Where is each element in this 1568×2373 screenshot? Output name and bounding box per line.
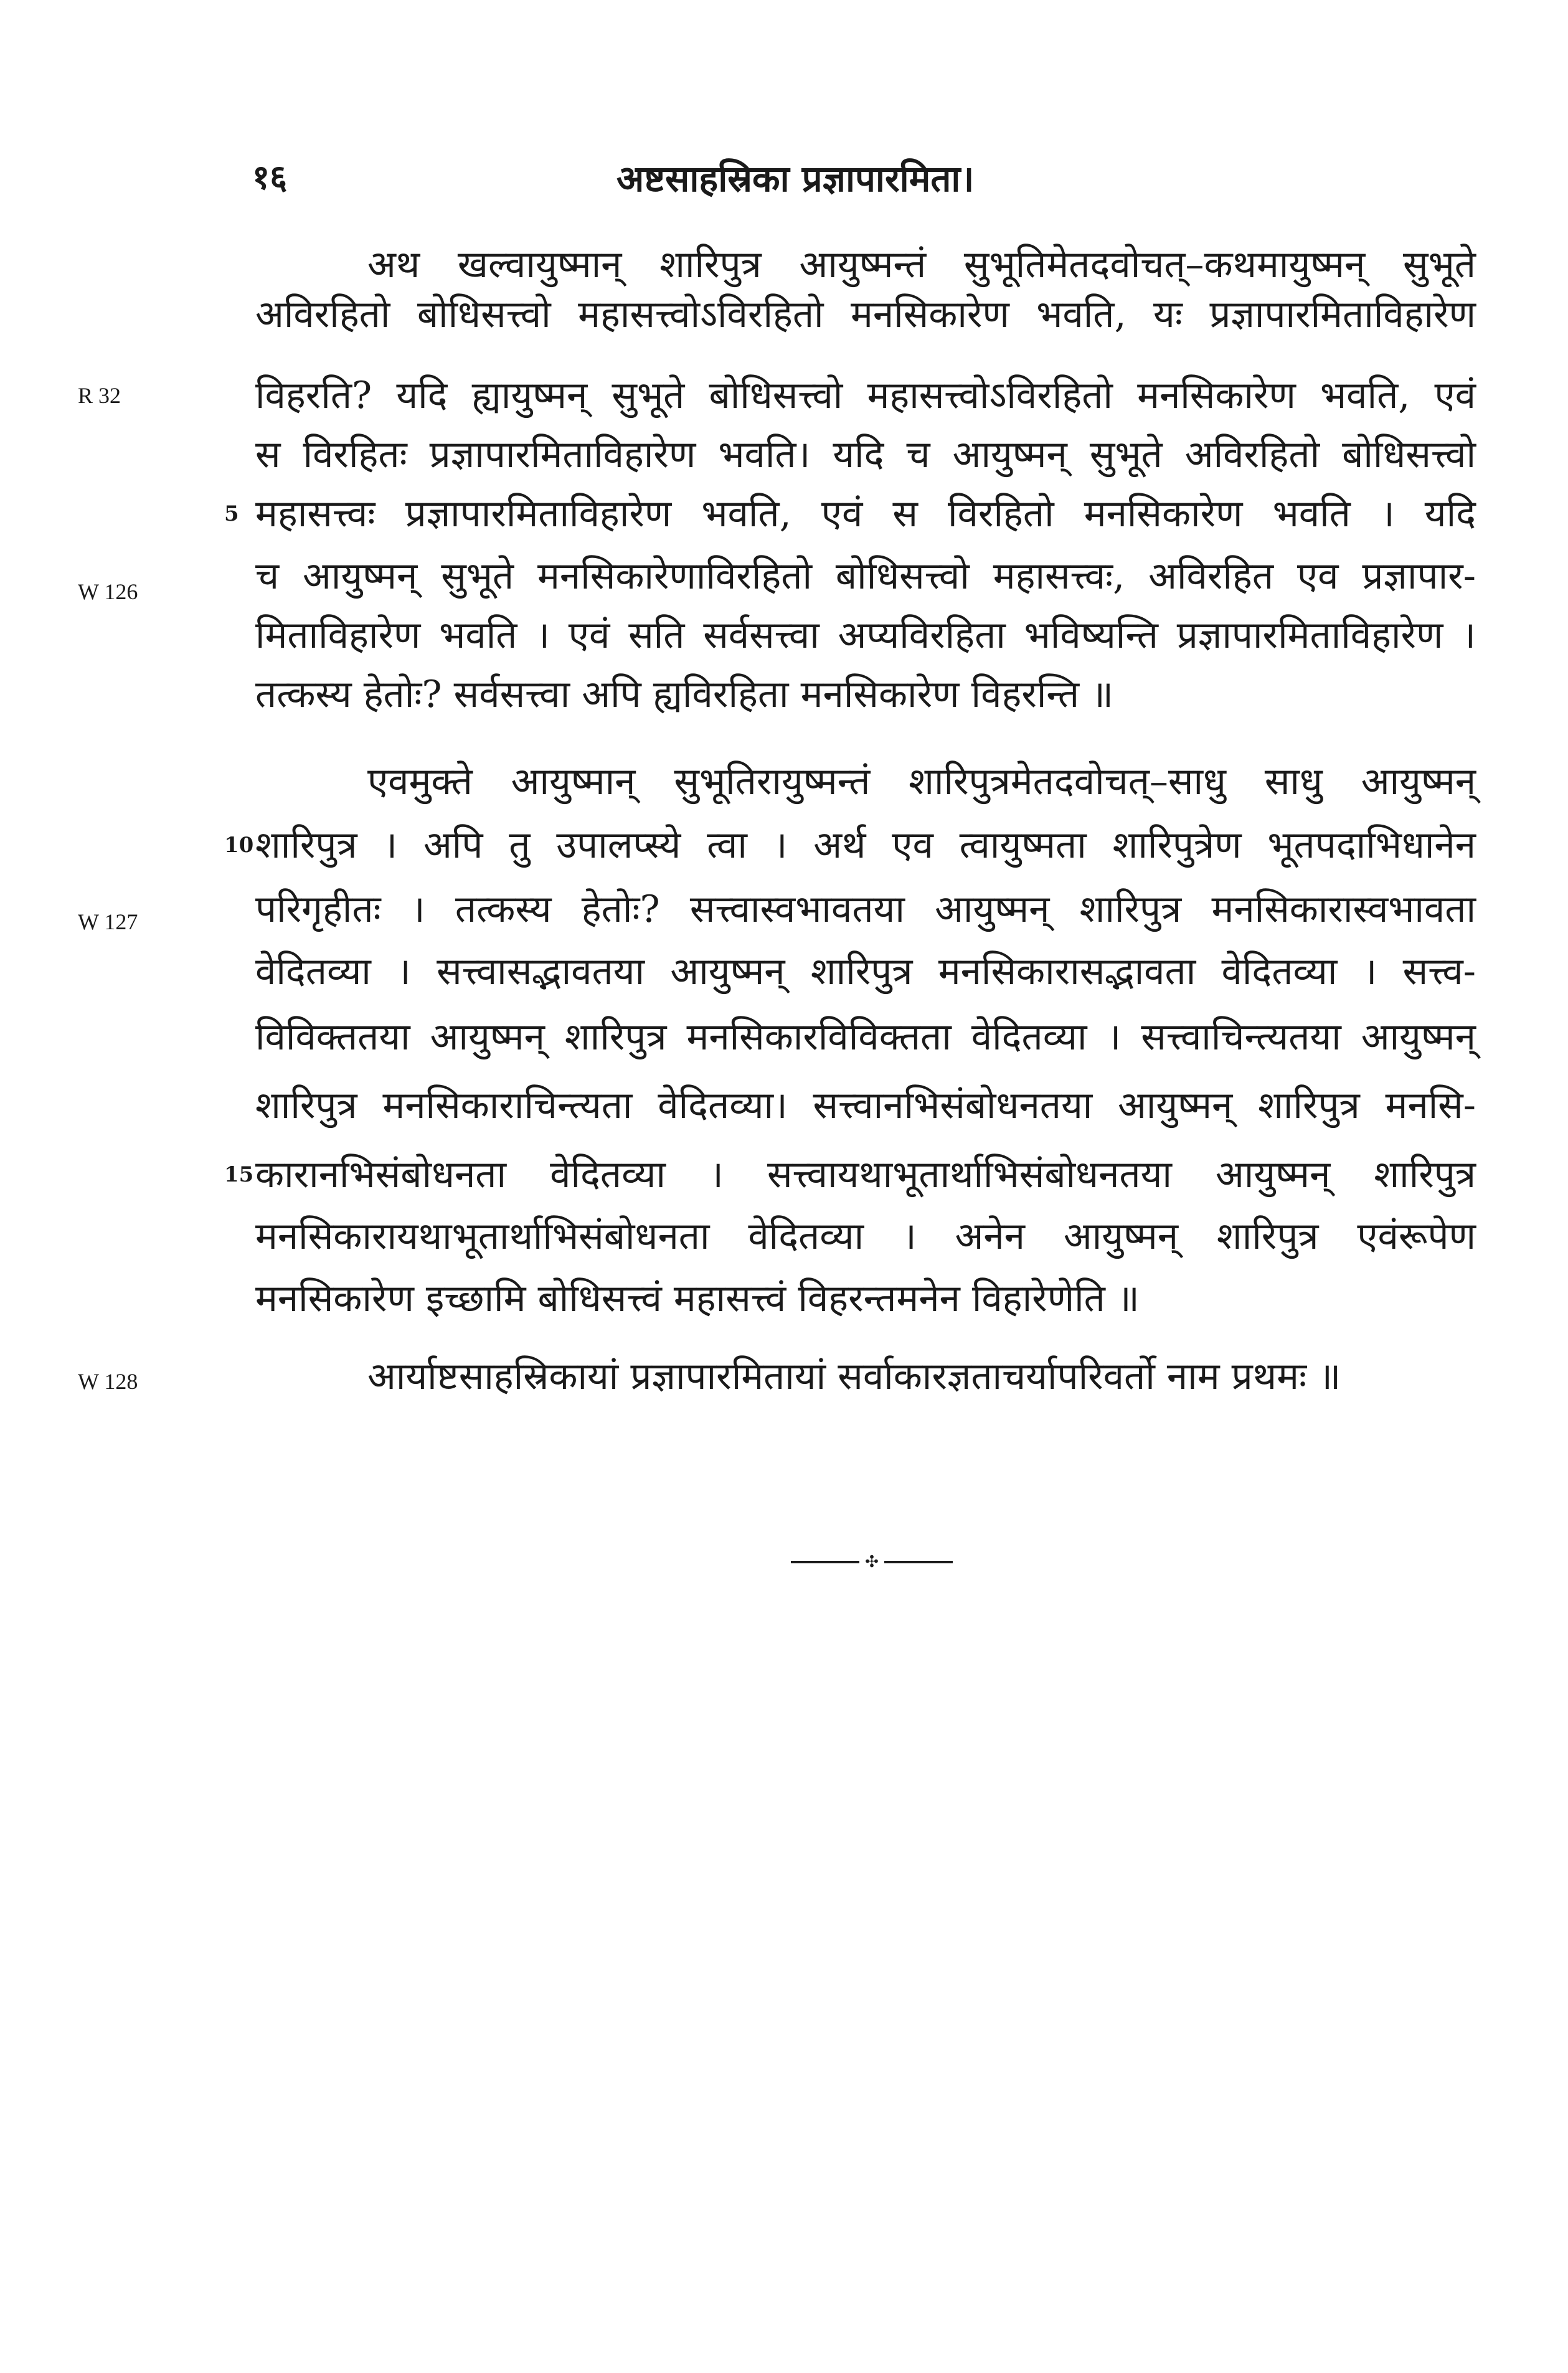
text-line-2: अविरहितो बोधिसत्त्वो महासत्त्वोऽविरहितो मनसिकारेण भवति, यः प्रज्ञापारमिताविहारेण	[255, 293, 1476, 336]
text-line-11: परिगृहीतः । तत्कस्य हेतोः? सत्त्वास्वभावतया आयुष्मन् शारिपुत्र मनसिकारास्वभावता	[255, 888, 1476, 931]
margin-ref-r32: R 32	[78, 383, 121, 408]
text-line-14: शारिपुत्र मनसिकाराचिन्त्यता वेदितव्या। सत्त्वानभिसंबोधनतया आयुष्मन् शारिपुत्र मनसि-	[255, 1084, 1476, 1127]
text-line-10: शारिपुत्र । अपि तु उपालप्स्ये त्वा । अर्थ एव त्वायुष्मता शारिपुत्रेण भूतपदाभिधानेन	[255, 823, 1476, 867]
text-line-16: मनसिकारायथाभूतार्थाभिसंबोधनता वेदितव्या । अनेन आयुष्मन् शारिपुत्र एवंरूपेण	[255, 1215, 1476, 1258]
line-number-10: 10	[224, 833, 254, 858]
line-number-5: 5	[224, 501, 239, 526]
running-title: अष्टसाहस्रिका प्रज्ञापारमिता।	[616, 158, 975, 200]
ornament-knot-icon: ✣	[865, 1553, 879, 1571]
text-line-15: कारानभिसंबोधनता वेदितव्या । सत्त्वायथाभूतार्थाभिसंबोधनतया आयुष्मन् शारिपुत्र	[255, 1153, 1476, 1196]
text-line-5: महासत्त्वः प्रज्ञापारमिताविहारेण भवति, एवं स विरहितो मनसिकारेण भवति । यदि	[255, 492, 1476, 536]
section-end-ornament	[791, 1555, 953, 1570]
ornament-rule-left	[791, 1561, 859, 1563]
text-line-17: मनसिकारेण इच्छामि बोधिसत्त्वं महासत्त्वं विहरन्तमनेन विहारेणेति ॥	[255, 1277, 1140, 1320]
text-line-7: मिताविहारेण भवति । एवं सति सर्वसत्त्वा अप्यविरहिता भविष्यन्ति प्रज्ञापारमिताविहारेण ।	[255, 613, 1476, 657]
page-number: १६	[252, 157, 288, 197]
text-line-6: च आयुष्मन् सुभूते मनसिकारेणाविरहितो बोधिसत्त्वो महासत्त्वः, अविरहित एव प्रज्ञापार-	[255, 554, 1476, 598]
margin-ref-w128: W 128	[78, 1369, 138, 1394]
running-head	[0, 153, 1568, 202]
text-line-3: विहरति? यदि ह्यायुष्मन् सुभूते बोधिसत्त्वो महासत्त्वोऽविरहितो मनसिकारेण भवति, एवं	[255, 374, 1476, 417]
text-line-13: विविक्ततया आयुष्मन् शारिपुत्र मनसिकारविविक्तता वेदितव्या । सत्त्वाचिन्त्यतया आयुष्मन्	[255, 1015, 1476, 1059]
margin-ref-w126: W 126	[78, 579, 138, 604]
text-line-8: तत्कस्य हेतोः? सर्वसत्त्वा अपि ह्यविरहिता मनसिकारेण विहरन्ति ॥	[255, 673, 1114, 716]
chapter-colophon: आर्याष्टसाहस्रिकायां प्रज्ञापारमितायां सर्वाकारज्ञताचर्यापरिवर्तो नाम प्रथमः ॥	[367, 1355, 1341, 1398]
text-line-4: स विरहितः प्रज्ञापारमिताविहारेण भवति। यदि च आयुष्मन् सुभूते अविरहितो बोधिसत्त्वो	[255, 433, 1476, 476]
text-line-12: वेदितव्या । सत्त्वासद्भावतया आयुष्मन् शारिपुत्र मनसिकारासद्भावता वेदितव्या । सत्त्व-	[255, 950, 1476, 993]
text-line-9: एवमुक्ते आयुष्मान् सुभूतिरायुष्मन्तं शारिपुत्रमेतदवोचत्–साधु साधु आयुष्मन्	[367, 760, 1476, 803]
margin-ref-w127: W 127	[78, 909, 138, 934]
ornament-rule-right	[884, 1561, 953, 1563]
line-number-15: 15	[224, 1162, 254, 1187]
text-line-1: अथ खल्वायुष्मान् शारिपुत्र आयुष्मन्तं सुभूतिमेतदवोचत्–कथमायुष्मन् सुभूते	[367, 243, 1476, 287]
